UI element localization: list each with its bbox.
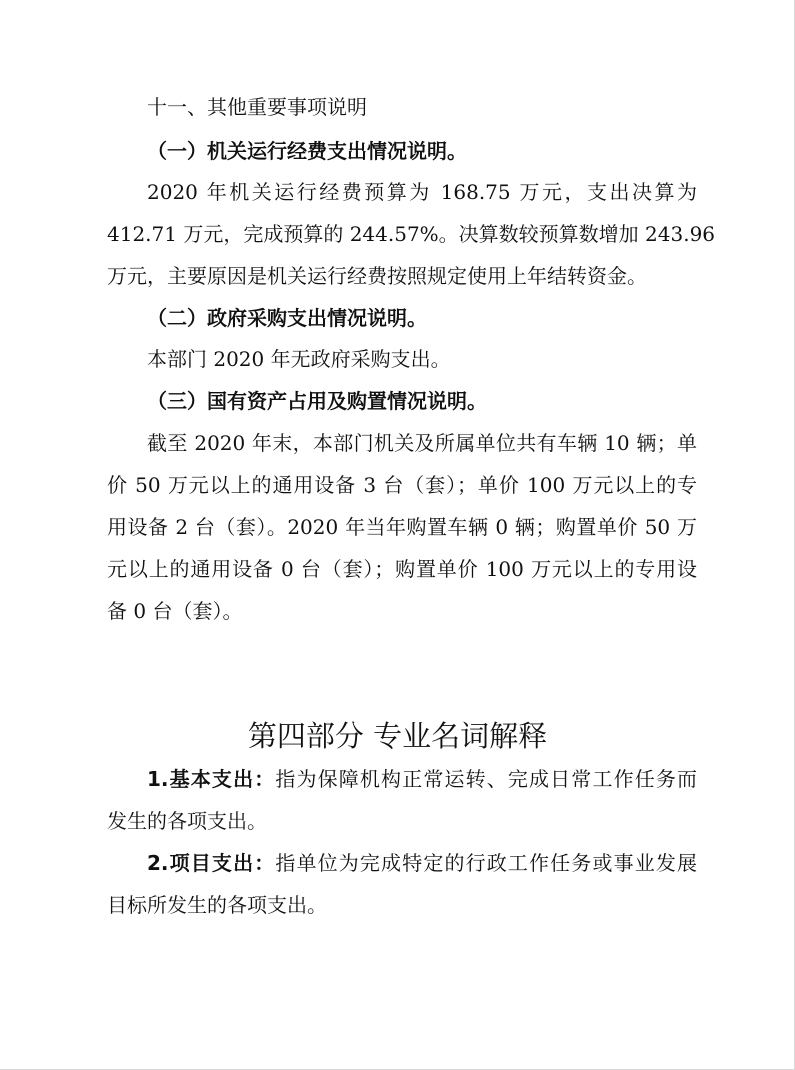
paragraph-line: 2020 年机关运行经费预算为 168.75 万元，支出决算为 — [147, 180, 697, 204]
term-label: 2.项目支出： — [147, 851, 276, 875]
paragraph-line: 412.71 万元，完成预算的 244.57%。决算数较预算数增加 243.96 — [107, 222, 716, 246]
subsection-heading-2: （二）政府采购支出情况说明。 — [147, 306, 427, 330]
paragraph-line: 价 50 万元以上的通用设备 3 台（套）；单价 100 万元以上的专 — [107, 473, 697, 497]
paragraph-line: 发生的各项支出。 — [107, 809, 267, 833]
paragraph-line: 万元，主要原因是机关运行经费按照规定使用上年结转资金。 — [107, 264, 647, 288]
term-label: 1.基本支出： — [147, 767, 276, 791]
subsection-heading-1: （一）机关运行经费支出情况说明。 — [147, 139, 467, 163]
paragraph-line: 用设备 2 台（套）。2020 年当年购置车辆 0 辆；购置单价 50 万 — [107, 515, 697, 539]
paragraph-line: 目标所发生的各项支出。 — [107, 893, 327, 917]
term-definition-line — [147, 763, 697, 795]
part-title: 第四部分 专业名词解释 — [247, 719, 548, 753]
term-definition-line — [147, 847, 697, 879]
subsection-heading-3: （三）国有资产占用及购置情况说明。 — [147, 389, 487, 413]
paragraph-line: 元以上的通用设备 0 台（套）；购置单价 100 万元以上的专用设 — [107, 557, 697, 581]
paragraph-line: 本部门 2020 年无政府采购支出。 — [147, 347, 451, 371]
section-heading: 十一、其他重要事项说明 — [147, 95, 367, 119]
paragraph-line: 截至 2020 年末，本部门机关及所属单位共有车辆 10 辆；单 — [147, 431, 697, 455]
paragraph-line: 备 0 台（套）。 — [107, 599, 243, 623]
term-text: 指单位为完成特定的行政工作任务或事业发展 — [275, 851, 698, 875]
term-text: 指为保障机构正常运转、完成日常工作任务而 — [275, 767, 698, 791]
